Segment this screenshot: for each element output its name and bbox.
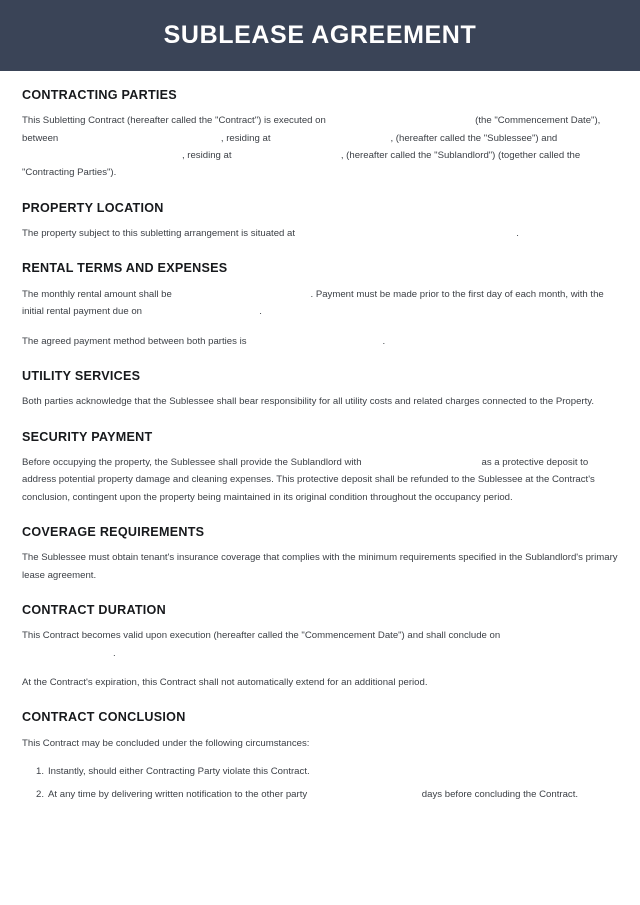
paragraph-text-run: At any time by delivering written notification to the other party	[48, 789, 308, 801]
paragraph-text-run: Both parties acknowledge that the Sublessee shall bear responsibility for all utility costs and related charges connected to the Property.	[22, 396, 595, 408]
paragraph-text-run: The agreed payment method between both parties is	[22, 335, 247, 347]
section-coverage-requirements	[22, 525, 618, 584]
paragraph-text-run: This Contract may be concluded under the following circumstances:	[22, 737, 310, 749]
fill-in-blank[interactable]	[298, 225, 517, 242]
paragraph	[22, 627, 618, 644]
clause-list	[22, 763, 618, 804]
section-heading-contract-duration: CONTRACT DURATION	[22, 603, 166, 617]
paragraph	[22, 225, 618, 242]
list-item	[36, 786, 618, 803]
section-heading-property-location: PROPERTY LOCATION	[22, 200, 164, 215]
paragraph-text-run: This Subletting Contract (hereafter called the "Contract") is executed on	[22, 115, 326, 127]
fill-in-blank[interactable]	[234, 147, 341, 164]
paragraph-text-run: , residing at	[181, 150, 232, 162]
paragraph-text-run: The Sublessee must obtain tenant's insurance coverage that complies with the minimum requirements specified in the Sublandlord's primary lease agreement.	[22, 552, 618, 581]
fill-in-blank[interactable]	[175, 286, 311, 303]
fill-in-blank[interactable]	[310, 786, 422, 803]
fill-in-blank[interactable]	[364, 454, 481, 471]
list-item	[36, 763, 618, 780]
paragraph	[22, 454, 618, 506]
fill-in-blank[interactable]	[329, 112, 476, 129]
section-heading-utility-services: UTILITY SERVICES	[22, 368, 141, 383]
fill-in-blank[interactable]	[249, 333, 382, 350]
paragraph	[22, 549, 618, 584]
paragraph	[22, 112, 618, 182]
fill-in-blank[interactable]	[22, 147, 182, 164]
paragraph-text-run: , residing at	[220, 132, 271, 144]
fill-in-blank[interactable]	[61, 130, 221, 147]
paragraph-text-run: The property subject to this subletting arrangement is situated at	[22, 228, 296, 240]
paragraph: At the Contract's expiration, this Contract shall not automatically extend for an additional period.	[22, 677, 428, 689]
paragraph-text-run: , (hereafter called the "Sublessee") and	[390, 132, 558, 144]
paragraph-text-run: as a protective deposit to address potential property damage and cleaning expenses. This protective deposit shall be refunded to the Sublessee at the Contract's conclusion, contingent upon the property being maintained in its original condition throughout the occupancy period.	[22, 456, 595, 503]
paragraph	[22, 735, 618, 752]
paragraph-text-run: .	[516, 228, 519, 240]
paragraph-text-run: days before concluding the Contract.	[421, 789, 579, 801]
section-contract-duration	[22, 603, 618, 691]
section-heading-security-payment: SECURITY PAYMENT	[22, 429, 153, 444]
paragraph-text-run: The monthly rental amount shall be	[22, 288, 172, 300]
paragraph-text-run: . Payment must be made prior to the first day of each month, with the initial rental payment due on	[22, 288, 604, 318]
section-security-payment	[22, 430, 618, 506]
fill-in-blank[interactable]	[273, 130, 390, 147]
page-title: SUBLEASE AGREEMENT	[163, 21, 477, 49]
paragraph-text-run: (the "Commencement Date"), between	[22, 115, 601, 144]
section-property-location	[22, 201, 618, 243]
paragraph	[22, 286, 618, 321]
section-heading-contracting-parties: CONTRACTING PARTIES	[22, 88, 177, 102]
section-contracting-parties	[22, 88, 618, 182]
paragraph-text-run: .	[259, 306, 262, 318]
section-rental-terms-and-expenses	[22, 261, 618, 349]
paragraph-text-run: Before occupying the property, the Sublessee shall provide the Sublandlord with	[22, 456, 362, 468]
paragraph	[22, 393, 618, 410]
fill-in-blank[interactable]	[145, 303, 260, 320]
paragraph-text-run: Instantly, should either Contracting Party violate this Contract.	[48, 766, 310, 778]
paragraph	[22, 333, 618, 350]
document-body	[0, 71, 640, 804]
fill-in-blank-line[interactable]: .	[113, 647, 116, 659]
paragraph-text-run: , (hereafter called the "Sublandlord") (together called the "Contracting Parties").	[22, 150, 581, 179]
paragraph-text-run: This Contract becomes valid upon execution (hereafter called the "Commencement Date") and shall conclude on	[22, 630, 501, 642]
section-heading-coverage-requirements: COVERAGE REQUIREMENTS	[22, 524, 205, 539]
section-heading-rental-terms-and-expenses: RENTAL TERMS AND EXPENSES	[22, 261, 228, 276]
section-contract-conclusion	[22, 710, 618, 803]
document-header-banner	[0, 0, 640, 71]
section-utility-services	[22, 369, 618, 411]
paragraph-text-run: .	[382, 335, 386, 347]
section-heading-contract-conclusion: CONTRACT CONCLUSION	[22, 710, 186, 725]
